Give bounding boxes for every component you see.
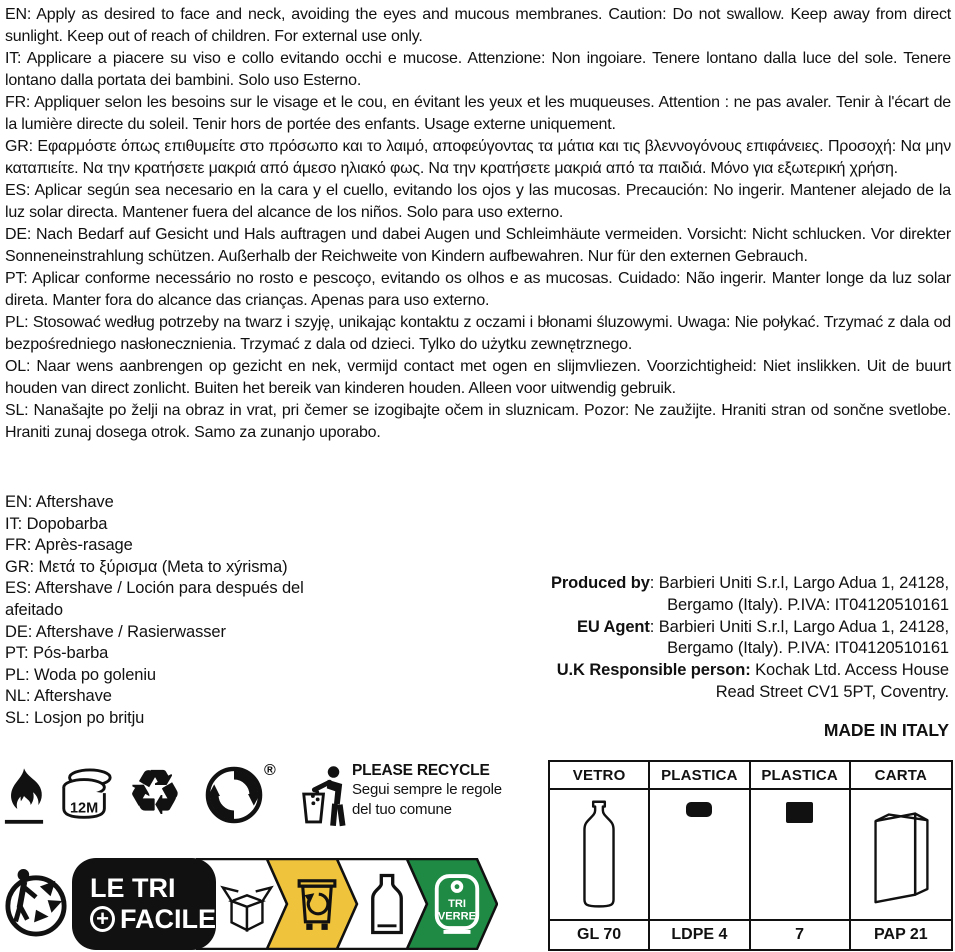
- recycle-note-line2: del tuo comune: [352, 800, 452, 818]
- mobius-recycling-icon: ♻: [128, 759, 182, 826]
- produced-by-label: Produced by: [550, 574, 650, 592]
- materials-table: [548, 760, 953, 951]
- warning-it: IT: Applicare a piacere su viso e collo evitando occhi e mucose. Attenzione: Non ingoiare. Tenere lontano dalla luce del sole. Tenere lontano dalla portata dei bambini. Solo uso Esterno.: [5, 50, 951, 89]
- plus-icon: +: [90, 906, 115, 932]
- material-header-vetro: VETRO: [550, 762, 650, 790]
- badge-line2: FACILE: [119, 904, 216, 934]
- material-header-carta: CARTA: [851, 762, 951, 790]
- product-name-en: EN: Aftershave: [5, 493, 114, 511]
- recycle-note: [352, 762, 502, 819]
- cardboard-box-icon: [851, 790, 951, 921]
- eu-agent-text: : Barbieri Uniti S.r.l, Largo Adua 1, 24128, Bergamo (Italy). P.IVA: IT04120510161: [649, 617, 949, 658]
- warning-es: ES: Aplicar según sea necesario en la cara y el cuello, evitando los ojos y las mucosas. Precaución: No ingerir. Mantener alejado de la luz solar directa. Mantener fuera del alcance de los niños. Solo para uso externo.: [5, 182, 951, 221]
- material-code-gl70: GL 70: [550, 921, 650, 949]
- producer-block: [517, 573, 949, 742]
- produced-by-text: : Barbieri Uniti S.r.l, Largo Adua 1, 24128, Bergamo (Italy). P.IVA: IT04120510161: [649, 574, 949, 614]
- green-dot-icon: [205, 766, 263, 829]
- le-tri-facile-badge: [72, 858, 216, 950]
- registered-trademark-mark: ®: [264, 762, 276, 779]
- product-name-gr: GR: Μετά το ξύρισμα (Meta to xýrisma): [5, 557, 288, 576]
- material-header-plastica-1: PLASTICA: [650, 762, 750, 790]
- badge-line1: LE TRI: [90, 873, 176, 903]
- period-after-opening-icon: [57, 767, 115, 830]
- tri-verre-line1: TRI: [448, 897, 466, 910]
- plastic-cap-icon: [650, 790, 750, 921]
- product-name-pt: PT: Pós-barba: [5, 644, 109, 663]
- plastic-square-icon: [751, 790, 851, 921]
- sorting-step-glass: [406, 858, 498, 950]
- recycle-note-line1: Segui sempre le regole: [352, 781, 502, 798]
- product-name-sl: SL: Losjon po britju: [5, 708, 145, 727]
- glass-bank-icon: [406, 858, 498, 950]
- uk-responsible-text: Kochak Ltd. Access House Read Street CV1 5PT, Coventry.: [715, 661, 949, 701]
- tidy-man-icon: [298, 764, 346, 835]
- warning-fr: FR: Appliquer selon les besoins sur le visage et le cou, en évitant les yeux et les muqueuses. Attention : ne pas avaler. Tenir à l'écart de la lumière directe du soleil. Tenir hors de portée des enfants. Usage externe uniquement.: [5, 94, 951, 133]
- triman-icon: [4, 861, 68, 950]
- product-name-fr: FR: Après-rasage: [5, 536, 133, 555]
- material-header-plastica-2: PLASTICA: [751, 762, 851, 790]
- warning-nl: OL: Naar wens aanbrengen op gezicht en nek, vermijd contact met ogen en slijmvliezen. Voorzichtigheid: Niet inslikken. Uit de buurt houden van direct zonlicht. Buiten het bereik van kinderen houden. Alleen voor uitwendig gebruik.: [5, 358, 951, 397]
- pao-duration-label: 12M: [69, 800, 99, 817]
- material-code-pap21: PAP 21: [874, 926, 928, 943]
- product-names-block: [5, 492, 327, 730]
- product-name-it: IT: Dopobarba: [5, 514, 108, 533]
- material-code-7: 7: [751, 921, 851, 949]
- product-name-pl: PL: Woda po goleniu: [5, 665, 156, 684]
- warnings-block: [5, 4, 951, 444]
- warning-en: EN: Apply as desired to face and neck, avoiding the eyes and mucous membranes. Caution: Do not swallow. Keep away from direct sunlight. Keep out of reach of children. For external use only.: [5, 6, 951, 45]
- made-in-italy: MADE IN ITALY: [823, 719, 949, 740]
- material-code-ldpe4: LDPE 4: [650, 921, 750, 949]
- recycle-note-title: PLEASE RECYCLE: [352, 762, 490, 779]
- product-name-es: ES: Aftershave / Loción para después del afeitado: [5, 579, 304, 619]
- glass-bottle-icon: [550, 790, 650, 921]
- warning-gr: GR: Εφαρμόστε όπως επιθυμείτε στο πρόσωπο και το λαιμό, αποφεύγοντας τα μάτια και τις βλεννογόνους επιφάνειες. Προσοχή: Να μην καταπιείτε. Να την κρατήσετε μακριά από άμεσο ηλιακό φως. Να την κρατήσετε μακριά από τα παιδιά. Μόνο για εξωτερική χρήση.: [5, 138, 951, 177]
- eu-agent-label: EU Agent: [576, 617, 650, 636]
- warning-pt: PT: Aplicar conforme necessário no rosto e pescoço, evitando os olhos e as mucosas. Cuidado: Não ingerir. Manter longe da luz solar direta. Manter fora do alcance das crianças. Apenas para uso externo.: [5, 270, 951, 309]
- warning-de: DE: Nach Bedarf auf Gesicht und Hals auftragen und dabei Augen und Schleimhäute vermeiden. Vorsicht: Nicht schlucken. Vor direkter Sonneneinstrahlung schützen. Außerhalb der Reichweite von Kindern aufbewahren. Nur für den externen Gebrauch.: [5, 226, 951, 265]
- product-name-nl: NL: Aftershave: [5, 687, 112, 706]
- product-name-de: DE: Aftershave / Rasierwasser: [5, 622, 226, 641]
- flammable-icon: [3, 766, 45, 833]
- tri-verre-line2: VERRE: [437, 910, 477, 923]
- warning-pl: PL: Stosować według potrzeby na twarz i szyję, unikając kontaktu z oczami i błonami śluzowymi. Uwaga: Nie połykać. Trzymać z dala od bezpośredniego nasłonecznienia. Trzymać z dala od dzieci. Tylko do użytku zewnętrznego.: [5, 314, 951, 353]
- warning-sl: SL: Nanašajte po želji na obraz in vrat, pri čemer se izogibajte očem in sluznicam. Pozor: Ne zaužijte. Hraniti stran od sončne svetlobe. Hraniti zunaj dosega otrok. Samo za zunanjo uporabo.: [5, 402, 951, 441]
- uk-responsible-label: U.K Responsible person:: [556, 661, 751, 680]
